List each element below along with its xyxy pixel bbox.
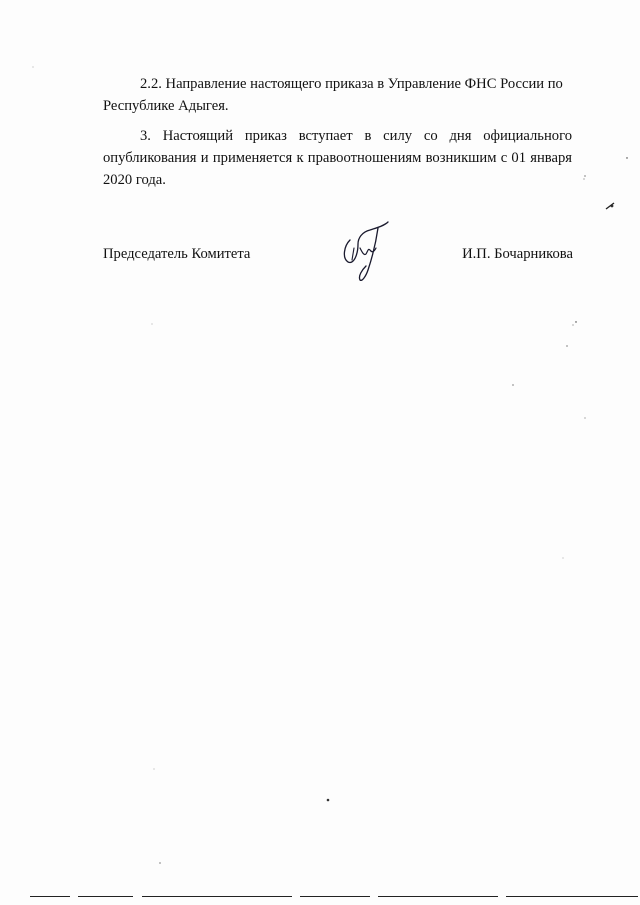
handwritten-signature bbox=[336, 218, 394, 286]
paragraph-3-text: 3. Настоящий приказ вступает в силу со дня официального опубликования и применяется к правоотношениям возникшим с 01 января 2020 года. bbox=[103, 128, 572, 188]
paragraph-2-2-text: 2.2. Направление настоящего приказа в Управление ФНС России по Республике Адыгея. bbox=[103, 76, 563, 114]
signatory-title: Председатель Комитета bbox=[103, 246, 251, 262]
paragraph-3 bbox=[103, 125, 572, 191]
signatory-name: И.П. Бочарникова bbox=[462, 246, 573, 262]
bottom-edge-line bbox=[30, 896, 638, 898]
paragraph-2-2 bbox=[103, 73, 572, 117]
